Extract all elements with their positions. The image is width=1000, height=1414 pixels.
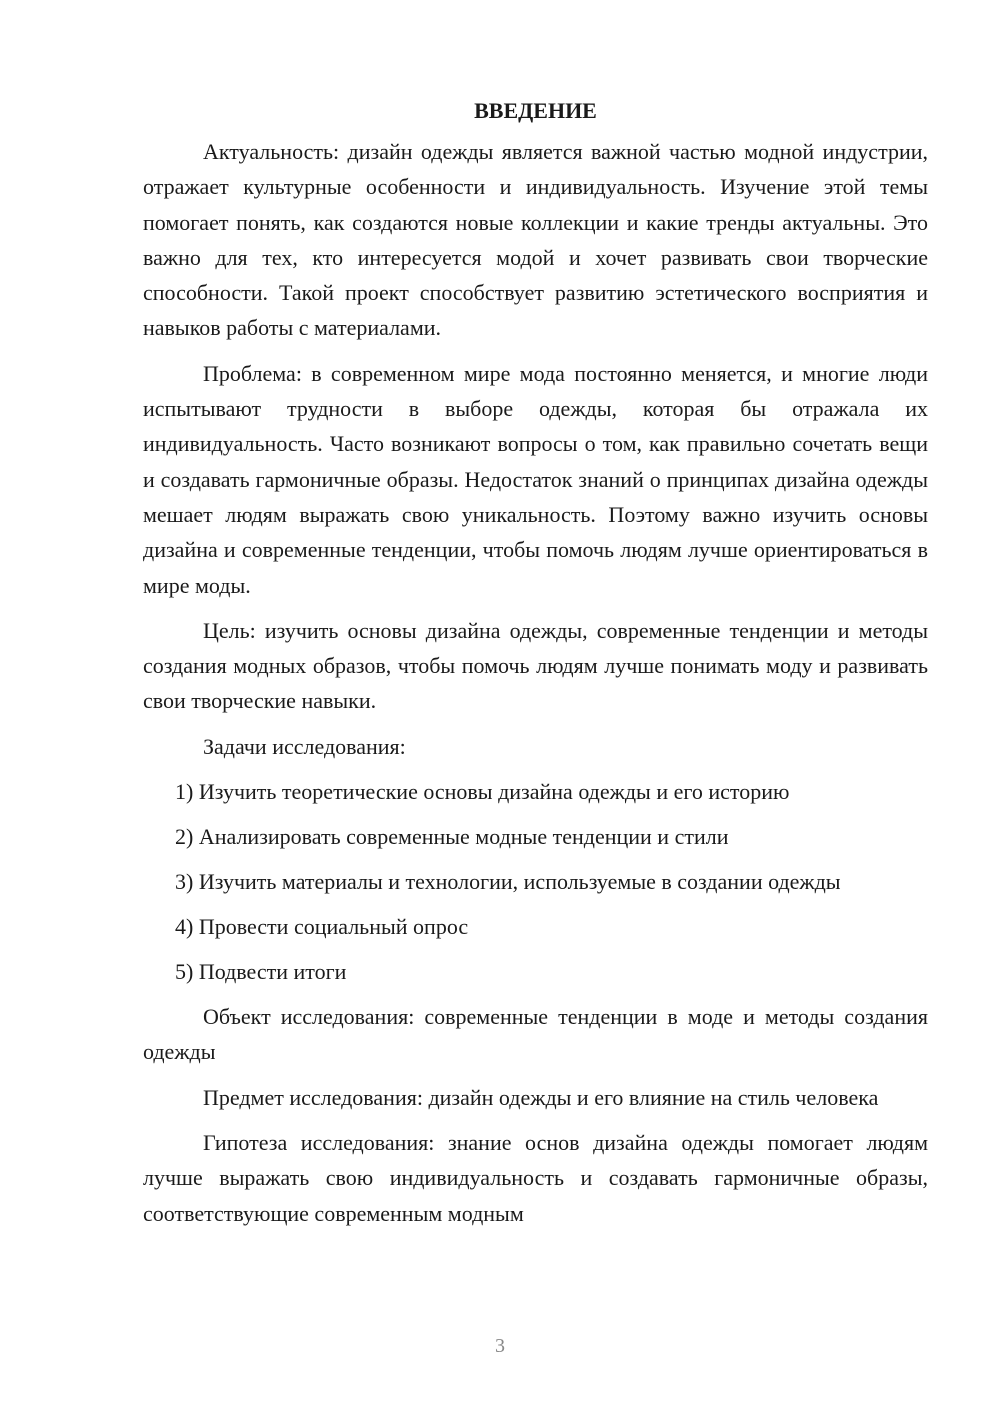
- paragraph-goal: Цель: изучить основы дизайна одежды, современные тенденции и методы создания модных образов, чтобы помочь людям лучше понимать моду и развивать свои творческие навыки.: [143, 617, 928, 714]
- task-item-2: 2) Анализировать современные модные тенденции и стили: [175, 824, 729, 850]
- task-item-3: 3) Изучить материалы и технологии, используемые в создании одежды: [175, 869, 841, 895]
- task-item-4: 4) Провести социальный опрос: [175, 914, 469, 940]
- page-number: 3: [495, 1335, 505, 1357]
- paragraph-object: Объект исследования: современные тенденции в моде и методы создания одежды: [143, 1004, 928, 1065]
- paragraph-relevance: Актуальность: дизайн одежды является важной частью модной индустрии, отражает культурные особенности и индивидуальность. Изучение этой темы помогает понять, как создаются новые коллекции и какие тренды актуальны. Это важно для тех, кто интересуется модой и хочет развивать свои творческие способности. Такой проект способствует развитию эстетического восприятия и навыков работы с материалами.: [143, 139, 928, 341]
- paragraph-subject: Предмет исследования: дизайн одежды и его влияние на стиль человека: [203, 1084, 879, 1110]
- tasks-heading: Задачи исследования:: [203, 733, 406, 759]
- task-item-5: 5) Подвести итоги: [175, 959, 347, 985]
- document-page: [143, 93, 928, 1231]
- document-title: ВВЕДЕНИЕ: [474, 98, 597, 123]
- task-item-1: 1) Изучить теоретические основы дизайна одежды и его историю: [175, 779, 790, 805]
- paragraph-hypothesis: Гипотеза исследования: знание основ дизайна одежды помогает людям лучше выражать свою индивидуальность и создавать гармоничные образы, соответствующие современным модным: [143, 1129, 928, 1226]
- paragraph-problem: Проблема: в современном мире мода постоянно меняется, и многие люди испытывают трудности в выборе одежды, которая бы отражала их индивидуальность. Часто возникают вопросы о том, как правильно сочетать вещи и создавать гармоничные образы. Недостаток знаний о принципах дизайна одежды мешает людям выражать свою уникальность. Поэтому важно изучить основы дизайна и современные тенденции, чтобы помочь людям лучше ориентироваться в мире моды.: [143, 360, 928, 598]
